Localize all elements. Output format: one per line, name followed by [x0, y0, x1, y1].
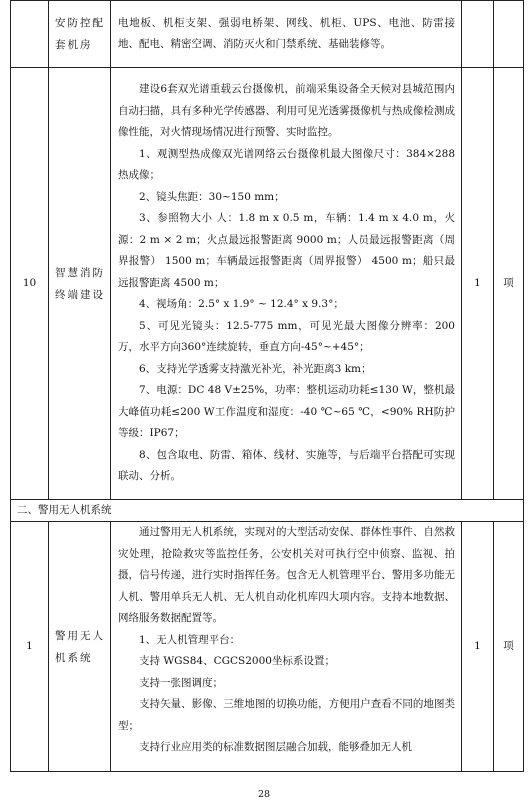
desc-paragraph: 8、包含取电、防雷、箱体、线材、实施等，与后端平台搭配可实现联动、分析。: [118, 448, 455, 483]
desc-paragraph: 1、无人机管理平台：: [139, 633, 241, 646]
desc-paragraph: 支持矢量、影像、三维地图的切换功能，方便用户查看不同的地图类型；: [118, 698, 455, 732]
item-name-cell: 警用无人机系统: [49, 522, 111, 772]
row-number-cell: 1: [11, 522, 49, 772]
desc-paragraph: 4、视场角：2.5° x 1.9° ~ 12.4° x 9.3°；: [139, 298, 344, 311]
item-desc-cell: [111, 68, 462, 500]
desc-paragraph: 2、镜头焦距：30~150 mm；: [139, 190, 285, 203]
item-desc-cell: [111, 522, 462, 772]
item-name-cell: 智慧消防终端建设: [49, 68, 111, 500]
table-row: [11, 68, 524, 500]
item-desc-cell: [111, 1, 462, 68]
desc-paragraph: 建设6套双光谱重载云台摄像机，前端采集设备全天候对县城范围内自动扫描，具有多种光学传感器、利用可见光透雾摄像机与热成像检测成像性能，对火情现场情况进行预警、实时监控。: [118, 83, 455, 139]
quantity-cell: [462, 1, 494, 68]
unit-cell: [494, 1, 524, 68]
row-number-cell: 10: [11, 68, 49, 500]
table-row: [11, 1, 524, 68]
table-row: [11, 522, 524, 772]
desc-paragraph: 电地板、机柜支架、强弱电桥架、网线、机柜、UPS、电池、防雷接地、配电、精密空调、消防灭火和门禁系统、基础装修等。: [118, 16, 455, 50]
unit-cell: 项: [494, 522, 524, 772]
row-number-cell: [11, 1, 49, 68]
page-number: 28: [257, 789, 271, 800]
desc-paragraph: 6、支持光学透雾支持激光补光，补光距离3 km；: [139, 362, 372, 375]
desc-paragraph: 通过警用无人机系统，实现对的大型活动安保、群体性事件、自然救灾处理，抢险救灾等监控任务，公安机关对可执行空中侦察、监视、拍摄，信号传递，进行实时指挥任务。包含无人机管理平台、警用多功能无人机、警用单兵无人机、无人机自动化机库四大项内容。支持本地数据、网络服务数据配置等。: [118, 526, 455, 624]
unit-cell: 项: [494, 68, 524, 500]
section-header-row: [11, 500, 524, 522]
section-title: 二、警用无人机系统: [11, 500, 524, 522]
equipment-table: [10, 0, 524, 772]
quantity-cell: 1: [462, 68, 494, 500]
desc-paragraph: 3、参照物大小 人：1.8 m x 0.5 m，车辆：1.4 m x 4.0 m，火源：2 m × 2 m；火点最远报警距离 9000 m；人员最远报警距离（周界报警） 1500 m；车辆最远报警距离（周界报警） 4500 m；船只最远报警距离 4500 m；: [118, 212, 455, 289]
desc-paragraph: 支持行业应用类的标准数据图层融合加载，能够叠加无人机: [139, 741, 412, 753]
quantity-cell: 1: [462, 522, 494, 772]
desc-paragraph: 1、观测型热成像双光谱网络云台摄像机最大图像尺寸：384×288热成像；: [118, 147, 455, 182]
item-name-cell: 安防控配套机房: [49, 1, 111, 68]
desc-paragraph: 7、电源：DC 48 V±25%，功率：整机运动功耗≤130 W，整机最大峰值功耗≤200 W工作温度和湿度：-40 ℃~65 ℃，<90% RH防护等级：IP67；: [118, 384, 455, 440]
desc-paragraph: 支持一张图调度；: [139, 676, 223, 689]
desc-paragraph: 支持 WGS84、CGCS2000坐标系设置；: [139, 655, 335, 667]
desc-paragraph: 5、可见光镜头：12.5-775 mm，可见光最大图像分辨率：200万，水平方向360°连续旋转，垂直方向-45°~+45°；: [118, 319, 455, 354]
